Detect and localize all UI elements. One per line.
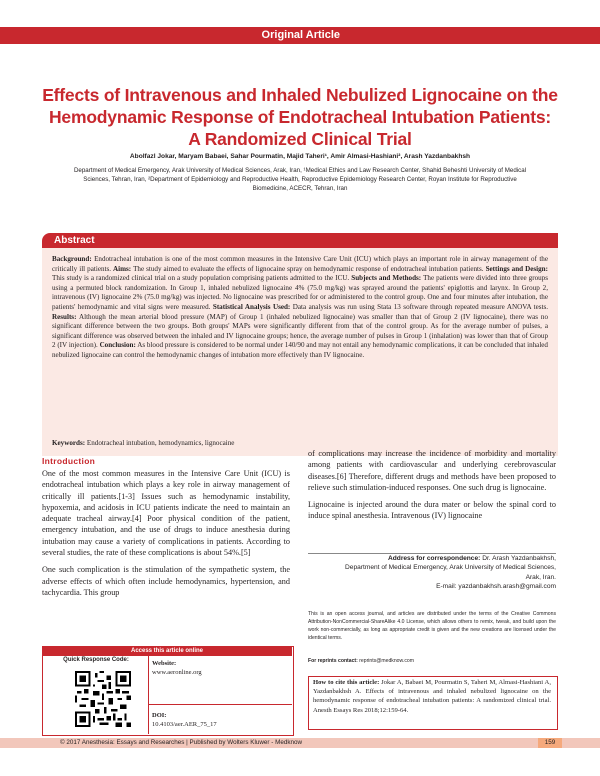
doi-label: DOI: xyxy=(152,712,167,719)
body-paragraph: One such complication is the stimulation of the sympathetic system, the adverse effects of which often include hemodynamics, hypertension, and tachycardia. This group xyxy=(42,565,290,597)
abstract-header xyxy=(42,233,558,248)
website-label: Website: xyxy=(152,660,177,667)
title-line: A Randomized Clinical Trial xyxy=(188,129,412,149)
abstract-subjects-label: Subjects and Methods: xyxy=(351,274,422,283)
correspondence-name: Dr. Arash Yazdanbakhsh, xyxy=(482,555,556,562)
abstract-subjects: The patients were divided into three groups using a permuted block randomization. In Group 1, inhaled nebulized lignocaine 4% (75.0 mg/kg) was sprayed around the patients' epiglottis and larynx. In Group 2, intravenous (IV) lignocaine 2% (75.0 mg/kg) was injected. No lignocaine was prescribed for or administered to the control group. One and four minutes after intubation, the patients' hemodynamic and vital signs were measured. xyxy=(52,274,548,311)
reprints-email[interactable]: reprints@medknow.com xyxy=(359,658,414,664)
abstract-background: Endotracheal intubation is one of the most common measures in the Intensive Care Unit (ICU) which plays an important role in airway management of the critically ill patients. xyxy=(52,255,548,273)
qr-code-icon[interactable] xyxy=(75,671,131,727)
author-list: Abolfazl Jokar, Maryam Babaei, Sahar Pourmatin, Majid Taheri¹, Amir Almasi-Hashiani², Arash Yazdanbakhsh xyxy=(129,153,471,160)
citation-label: How to cite this article: xyxy=(313,679,380,686)
abstract-aims-label: Aims: xyxy=(113,264,132,273)
abstract-stats-label: Statistical Analysis Used: xyxy=(212,302,291,311)
footer-copyright: © 2017 Anesthesia: Essays and Researches | Published by Wolters Kluwer - Medknow xyxy=(60,739,303,746)
abstract-background-label: Background: xyxy=(52,255,92,263)
abstract-aims: The study aimed to evaluate the effects of lignocaine spray on hemodynamic response of endotracheal intubation patients. xyxy=(133,264,484,273)
body-paragraph: of complications may increase the incidence of morbidity and mortality among patients with cardiovascular and underlying cerebrovascular diseases.[6] Therefore, different drugs and methods have been proposed to relieve such stimulation-induced responses. One such drug is lignocaine. xyxy=(308,449,556,492)
abstract-setting-label: Settings and Design: xyxy=(485,264,548,273)
reprints-label: For reprints contact: xyxy=(308,658,358,664)
reprints-line xyxy=(308,658,556,664)
introduction-heading: Introduction xyxy=(42,456,96,466)
body-paragraph: One of the most common measures in the Intensive Care Unit (ICU) is endotracheal intubation which plays a key role in airway management of critically ill patients.[1-3] Issues such as hemodynamic instability, hypoxemia, and acidosis in ICU patients indicate the need to maintain an adequate tracheal airway.[4] Poor physical condition of the patient, emergency intubation, and the use of drugs to induce anesthesia during intubation may cause a variety of complications in patients. According to several studies, the rate of these complications is about 54%.[5] xyxy=(42,469,290,558)
correspondence-line: Arak, Iran. xyxy=(525,573,556,581)
keywords-label: Keywords: xyxy=(52,439,86,447)
keywords-list: Endotracheal intubation, hemodynamics, lignocaine xyxy=(86,439,235,447)
citation-text xyxy=(313,678,551,715)
title-line: Effects of Intravenous and Inhaled Nebulized Lignocaine on the xyxy=(42,85,558,105)
abstract-conclusion-label: Conclusion: xyxy=(99,341,136,350)
abstract-heading: Abstract xyxy=(54,235,95,246)
affiliation-line: Sciences, Tehran, Iran, ²Department of Epidemiology and Reproductive Health, Reproductive Epidemiology Research Center, Royan Institute for Reproductive xyxy=(83,176,517,183)
section-label: Original Article xyxy=(261,29,340,41)
abstract-results-label: Results: xyxy=(52,312,77,321)
doi-link[interactable]: 10.4103/aer.AER_75_17 xyxy=(152,721,217,728)
abstract-stats: Data analysis was run using Stata 13 software through repeated measure ANOVA tests. xyxy=(292,302,549,311)
body-paragraph: Lignocaine is injected around the dura mater or below the spinal cord to induce spinal anesthesia. Intravenous (IV) lignocaine xyxy=(308,500,556,521)
article-title xyxy=(40,84,560,150)
qr-label: Quick Response Code: xyxy=(63,657,129,663)
access-box-divider xyxy=(148,704,292,705)
left-column xyxy=(42,468,290,604)
keywords xyxy=(52,439,548,447)
correspondence-block xyxy=(308,553,556,592)
abstract-conclusion: As blood pressure is considered to be normal under 140/90 and may not entail any hemodynamic complications, it can be concluded that inhaled nebulized lignocaine can control the hemodynamic changes of intubation more effectively than IV lignocaine. xyxy=(52,341,548,359)
page-number: 159 xyxy=(538,738,562,748)
affiliation-line: Department of Medical Emergency, Arak University of Medical Sciences, Arak, Iran, ¹Medical Ethics and Law Research Center, Shahid Beheshti University of Medical xyxy=(73,167,527,174)
right-column xyxy=(308,448,556,528)
website-link[interactable]: www.aeronline.org xyxy=(152,669,202,676)
correspondence-email: E-mail: yazdanbakhsh.arash@gmail.com xyxy=(436,583,556,591)
correspondence-line: Department of Medical Emergency, Arak University of Medical Sciences, xyxy=(345,564,556,572)
access-box-divider xyxy=(148,656,149,734)
abstract-setting: This study is a randomized clinical trial on a study population comprising patients admitted to the ICU. xyxy=(52,274,350,283)
affiliation-line: Biomedicine, ACECR, Tehran, Iran xyxy=(252,185,348,192)
access-box-heading: Access this article online xyxy=(42,646,292,656)
abstract-results: Although the mean arterial blood pressure (MAP) of Group 1 (inhaled nebulized lignocaine) was smaller than that of Group 2 (IV lignocaine), there was no significant difference between the two groups. Both groups' MAPs were significantly different from that of the control group. As for the average number of pulses, a significant difference was observed between the inhaled and IV lignocaine groups; hence, the average number of pulses in Group 1 (inhalation) was lower than that of Group 2 (IV injection). xyxy=(52,312,548,350)
correspondence-label: Address for correspondence: xyxy=(388,555,481,562)
license-text: This is an open access journal, and articles are distributed under the terms of the Creative Commons Attribution-NonCommercial-ShareAlike 4.0 License, which allows others to remix, tweak, and build upon the work non-commercially, as long as appropriate credit is given and the new creations are licensed under the identical terms. xyxy=(308,611,556,641)
abstract-text xyxy=(52,255,548,361)
affiliations xyxy=(52,166,548,193)
title-line: Hemodynamic Response of Endotracheal Intubation Patients: xyxy=(48,107,551,127)
citation-body: Jokar A, Babaei M, Pourmatin S, Taheri M, Almasi-Hashiani A, Yazdanbakhsh A. Effects of intravenous and inhaled nebulized lignocaine on the hemodynamic response of endotracheal intubation patients: A randomized clinical trial. Anesth Essays Res 2018;12:159-64. xyxy=(313,679,551,714)
